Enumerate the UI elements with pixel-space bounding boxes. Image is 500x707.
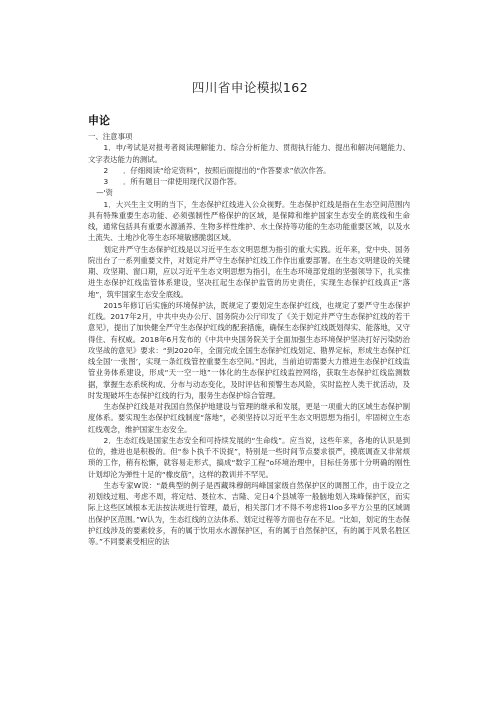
- document-body: [88, 131, 410, 547]
- paragraph: 划定并严守生态保护红线是以习近平生态文明思想为指引的重大实践。近年来，党中央、国务院出台了一系列重要文件，对划定并严守生态保护红线工作作出重要部署。在生态文明建设的关键期、攻坚期、窗口期，应以习近平生态文明思想为指引，在生态环境部党组的坚强领导下，扎实推进生态保护红线监管体系建设，坚决扛起生态保护监管的历史责任，实现生态保护红线真正“落地”，筑牢国家生态安全底线。: [88, 244, 410, 299]
- document-title: 四川省申论模拟162: [191, 80, 309, 95]
- notice-item-3: 3 ．所有题目一律使用现代汉语作答。: [103, 177, 242, 186]
- section-heading: 申论: [88, 114, 110, 127]
- paragraph: 2015年修订后实施的环境保护法，既规定了要划定生态保护红线，也规定了要严守生态保护红线。2017年2月，中共中央办公厅、国务院办公厅印发了《关于划定并严守生态保护红线的若干意见》，提出了加快健全严守生态保护红线的配套措施，确保生态保护红线既划得实、能落地，又守得住、有权威。2018年6月发布的《中共中央国务院关于全面加强生态环境保护坚决打好污染防治攻坚战的意见》要求：“到2020年，全面完成全国生态保护红线划定、勘界定标，形成生态保护红线全国‘一张图’，实现一条红线管控重要生态空间。”因此，当前迫切需要大力推进生态保护红线监管业务体系建设，形成“天一空一地”一体化的生态保护红线监控网络，获取生态保护红线监测数据，掌握生态系统构成、分布与动态变化，及时评估和预警生态风险，实时监控人类干扰活动，及时发现破坏生态保护红线的行为，服务生态保护综合管理。: [88, 300, 410, 400]
- paragraph: 生态保护红线是对我国自然保护地建设与管理的继承和发展，更是一项重大的区域生态保护制度体系。要实现生态保护红线制度“落地”，必须坚持以习近平生态文明思想为指引，牢固树立生态红线观念，维护国家生态安全。: [88, 402, 410, 434]
- notice-item-2: 2 ．仔细阅读“给定资料”，按照后面提出的“作答要求”依次作答。: [103, 165, 331, 175]
- paragraph: 生态专家W说：“最典型的例子是西藏珠穆朗玛峰国家级自然保护区的调图工作，由于设立之初划线过粗、考虑不周，将定结、聂拉木、吉隆、定日4个县城等一般脑地划入珠峰保护区，而实际上这些区域根本无法按法规进行管理，最后，相关部门才不得不考虑将1loo多平方公里的区域调出保护区范围。”W认为，生态红线的立法体系、划定过程等方面也存在不足。“比如，划定的生态保护红线涉及的要素较多，有的属于饮用水水源保护区，有的属于自然保护区，有的属于风景名胜区等。”不同要素受相应的法: [88, 480, 410, 546]
- paragraph: 1．大兴生主文明的当下，生态保护红线进入公众视野。生态保护红线是指在生态空间范围内具有特殊重要生态功能、必须强制性严格保护的区域，是保障和维护国家生态安全的底线和生命线，通常包括具有重要水源涵养、生物多样性维护、水土保持等功能的生态功能重要区域，以及水土流失、土地沙化等生态环境敏感脆弱区域。: [88, 199, 410, 243]
- notice-heading: 一、注意事项: [88, 132, 133, 141]
- paragraph: 2．生态红线是国家生态安全和可持续发展的“生命线”。应当说，这些年来，各地的认识是到位的，推进也是积极的。但“参卜执千不说捉”，特别是一些时间节点要求很严，摸底调查又非常烦琐的工作，稍有松懈，就容易走形式，搞成“数字工程”o环境治理中，目标任务那十分明确的刚性计划却沦为弹性十足的“橡皮筋”，这样的教训并不罕见。: [88, 435, 410, 479]
- notice-item-1: 1．申/考试是对报考者阅读理解能力、综合分析能力、贯彻执行能力、提出和解决问题能力、文字表达能力的测试。: [88, 143, 410, 164]
- materials-heading: —'资: [96, 188, 113, 198]
